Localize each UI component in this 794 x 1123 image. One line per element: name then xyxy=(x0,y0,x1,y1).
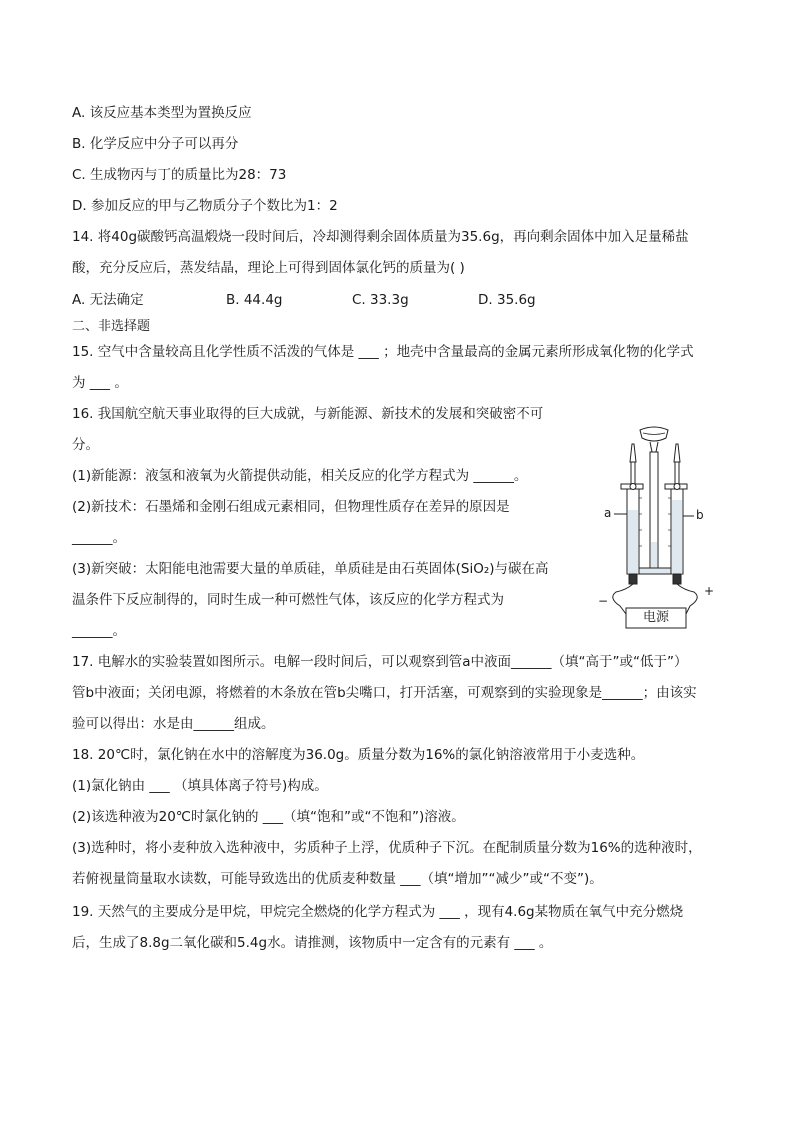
negative-terminal-label: − xyxy=(598,594,609,608)
section-heading-non-choice: 二、非选择题 xyxy=(72,319,151,334)
q17-line3: 验可以得出：水是由______组成。 xyxy=(72,716,275,732)
q17-line2: 管b中液面；关闭电源，将燃着的木条放在管b尖嘴口，打开活塞，可观察到的实验现象是______；由该实 xyxy=(72,685,697,701)
tube-b-label: b xyxy=(696,508,704,522)
q13-option-c: C. 生成物丙与丁的质量比为28：73 xyxy=(72,167,287,183)
q15-line2: 为 ___ 。 xyxy=(72,375,128,391)
q19-line1: 19. 天然气的主要成分是甲烷，甲烷完全燃烧的化学方程式为 ___ ，现有4.6g某物质在氧气中充分燃烧 xyxy=(72,904,684,920)
q18-line3: (2)该选种液为20℃时氯化钠的 ___（填“饱和”或“不饱和”)溶液。 xyxy=(72,809,465,825)
q14-option-a: A. 无法确定 xyxy=(72,292,144,308)
q16-line6: (3)新突破：太阳能电池需要大量的单质硅，单质硅是由石英固体(SiO₂)与碳在高 xyxy=(72,561,549,577)
q16-line7: 温条件下反应制得的，同时生成一种可燃性气体，该反应的化学方程式为 xyxy=(72,592,504,608)
q15-line1: 15. 空气中含量较高且化学性质不活泼的气体是 ___ ；地壳中含量最高的金属元素所形成氧化物的化学式 xyxy=(72,344,694,360)
q18-line2: (1)氯化钠由 ___ （填具体离子符号)构成。 xyxy=(72,778,328,794)
q13-option-b: B. 化学反应中分子可以再分 xyxy=(72,136,239,152)
q18-line1: 18. 20℃时，氯化钠在水中的溶解度为36.0g。质量分数为16%的氯化钠溶液常用于小麦选种。 xyxy=(72,747,645,763)
q13-option-d: D. 参加反应的甲与乙物质分子个数比为1：2 xyxy=(72,198,338,214)
q19-line2: 后，生成了8.8g二氧化碳和5.4g水。请推测，该物质中一定含有的元素有 ___ 。 xyxy=(72,935,553,951)
q14-stem-line2: 酸，充分反应后，蒸发结晶，理论上可得到固体氯化钙的质量为( ) xyxy=(72,260,465,276)
q14-stem-line1: 14. 将40g碳酸钙高温煅烧一段时间后，冷却测得剩余固体质量为35.6g，再向剩余固体中加入足量稀盐 xyxy=(72,229,689,245)
q14-option-c: C. 33.3g xyxy=(352,292,409,308)
positive-terminal-label: + xyxy=(704,584,715,598)
q18-line5: 若俯视量筒量取水读数，可能导致选出的优质麦种数量 ___（填“增加”“减少”或“不变”)。 xyxy=(72,871,603,887)
electrolysis-apparatus-figure xyxy=(586,422,728,634)
q16-line5: ______。 xyxy=(72,530,126,546)
q14-option-d: D. 35.6g xyxy=(478,292,536,308)
q14-option-b: B. 44.4g xyxy=(226,292,283,308)
q16-line3: (1)新能源：液氢和液氧为火箭提供动能，相关反应的化学方程式为 ______。 xyxy=(72,468,528,484)
q17-line1: 17. 电解水的实验装置如图所示。电解一段时间后，可以观察到管a中液面______（填“高于”或“低于”） xyxy=(72,654,688,670)
q18-line4: (3)选种时，将小麦种放入选种液中，劣质种子上浮，优质种子下沉。在配制质量分数为16%的选种液时， xyxy=(72,840,702,856)
q13-option-a: A. 该反应基本类型为置换反应 xyxy=(72,105,252,121)
q16-line2: 分。 xyxy=(72,437,99,453)
q16-line8: ______。 xyxy=(72,623,126,639)
q16-line1: 16. 我国航空航天事业取得的巨大成就，与新能源、新技术的发展和突破密不可 xyxy=(72,406,544,422)
q16-line4: (2)新技术：石墨烯和金刚石组成元素相同，但物理性质存在差异的原因是 xyxy=(72,499,510,515)
tube-a-label: a xyxy=(604,506,612,520)
power-source-label: 电源 xyxy=(642,610,669,625)
